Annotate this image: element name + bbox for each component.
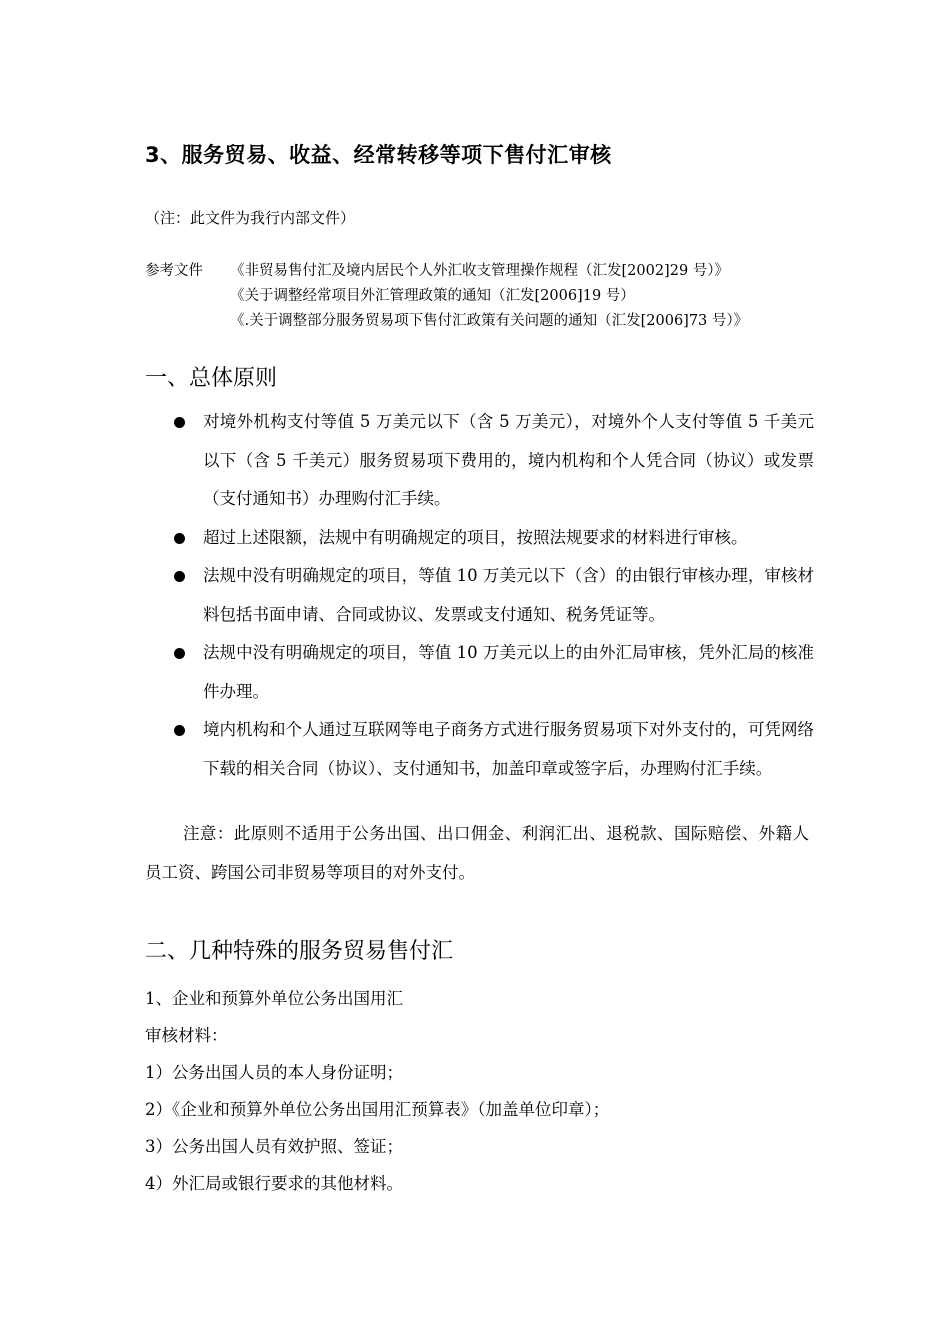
references-label: 参考文件 bbox=[145, 263, 203, 279]
bullet-icon bbox=[174, 571, 185, 582]
list-item bbox=[174, 557, 814, 634]
list-item bbox=[174, 519, 814, 558]
section-heading-special-cases: 二、几种特殊的服务贸易售付汇 bbox=[145, 939, 454, 964]
materials-item: 2）《企业和预算外单位公务出国用汇预算表》（加盖单位印章）； bbox=[145, 1100, 610, 1119]
list-item-text: 境内机构和个人通过互联网等电子商务方式进行服务贸易项下对外支付的，可凭网络下载的相关合同（协议）、支付通知书，加盖印章或签字后，办理购付汇手续。 bbox=[203, 720, 814, 778]
principles-list bbox=[174, 403, 814, 788]
list-item bbox=[174, 403, 814, 519]
bullet-icon bbox=[174, 648, 185, 659]
list-item-text: 法规中没有明确规定的项目，等值 10 万美元以上的由外汇局审核，凭外汇局的核准件办理。 bbox=[203, 643, 814, 701]
subsection-title: 1、企业和预算外单位公务出国用汇 bbox=[145, 989, 403, 1008]
materials-label: 审核材料： bbox=[145, 1026, 228, 1045]
section-heading-general-principles: 一、总体原则 bbox=[145, 366, 278, 391]
list-item-text: 法规中没有明确规定的项目，等值 10 万美元以下（含）的由银行审核办理，审核材料包括书面申请、合同或协议、发票或支付通知、税务凭证等。 bbox=[203, 566, 814, 624]
internal-note: （注：此文件为我行内部文件） bbox=[145, 209, 356, 227]
materials-item: 4）外汇局或银行要求的其他材料。 bbox=[145, 1174, 403, 1193]
reference-item: 《关于调整经常项目外汇管理政策的通知（汇发[2006]19 号） bbox=[230, 288, 635, 304]
reference-item: 《非贸易售付汇及境内居民个人外汇收支管理操作规程（汇发[2002]29 号）》 bbox=[230, 263, 730, 279]
document-title: 3、服务贸易、收益、经常转移等项下售付汇审核 bbox=[145, 143, 612, 167]
list-item bbox=[174, 634, 814, 711]
bullet-icon bbox=[174, 533, 185, 544]
materials-item: 1）公务出国人员的本人身份证明； bbox=[145, 1063, 403, 1082]
reference-item: 《.关于调整部分服务贸易项下售付汇政策有关问题的通知（汇发[2006]73 号）》 bbox=[230, 313, 749, 329]
principles-note: 注意：此原则不适用于公务出国、出口佣金、利润汇出、退税款、国际赔偿、外籍人员工资、跨国公司非贸易等项目的对外支付。 bbox=[145, 824, 809, 882]
list-item-text: 超过上述限额，法规中有明确规定的项目，按照法规要求的材料进行审核。 bbox=[203, 527, 748, 547]
materials-item: 3）公务出国人员有效护照、签证； bbox=[145, 1137, 403, 1156]
bullet-icon bbox=[174, 725, 185, 736]
bullet-icon bbox=[174, 417, 185, 428]
list-item bbox=[174, 711, 814, 788]
list-item-text: 对境外机构支付等值 5 万美元以下（含 5 万美元），对境外个人支付等值 5 千美元以下（含 5 千美元）服务贸易项下费用的，境内机构和个人凭合同（协议）或发票（支付通知书）办理购付汇手续。 bbox=[203, 412, 814, 508]
